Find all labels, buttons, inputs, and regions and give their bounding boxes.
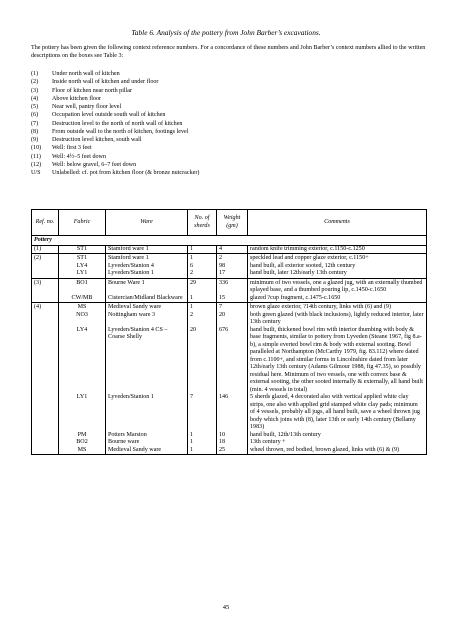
table-title: Table 6. Analysis of the pottery from John Barber’s excavations.: [131, 28, 321, 37]
context-description: Well: first 3 feet: [52, 145, 92, 152]
weight-cell: 146: [217, 394, 248, 432]
fabric-cell: CW/MB: [59, 295, 106, 303]
context-number: (11): [31, 153, 41, 160]
ref-cell: [32, 270, 59, 278]
fabric-cell: LY4: [59, 263, 106, 271]
context-item: [31, 153, 199, 161]
ware-cell: Nottingham ware 3: [106, 312, 188, 327]
context-description: Above kitchen floor: [52, 95, 102, 102]
ware-cell: Lyveden/Stanion 4 CS – Coarse Shelly: [106, 327, 188, 395]
weight-cell: 18: [217, 439, 248, 447]
table-row: [32, 263, 427, 271]
context-number: (1): [31, 71, 39, 77]
fabric-cell: LY1: [59, 394, 106, 432]
comments-cell: brown glaze exterior, ?14th century, links with (6) and (9): [248, 303, 427, 312]
table-row: [32, 303, 427, 312]
ref-cell: [32, 447, 59, 455]
table-body: [32, 236, 427, 455]
weight-cell: 676: [217, 327, 248, 395]
comments-cell: random knife trimming exterior, c.1150-c.1250: [248, 245, 427, 254]
context-description: Well: 4½–5 feet down: [52, 153, 107, 160]
ref-cell: [32, 327, 59, 395]
fabric-cell: BO1: [59, 278, 106, 295]
weight-cell: 98: [217, 263, 248, 271]
sherds-cell: 20: [188, 327, 217, 395]
table-row: [32, 447, 427, 455]
context-number: (9): [31, 137, 39, 143]
fabric-cell: BO2: [59, 439, 106, 447]
comments-cell: wheel thrown, red bodied, brown glazed, links with (6) & (9): [248, 447, 427, 455]
comments-cell: minimum of two vessels, one a glazed jug, with an externally thumbed splayed base, and a thumbed pouring lip, c.1450-c.1650: [248, 278, 427, 295]
intro-paragraph: The pottery has been given the following context reference numbers. For a concordance of these numbers and John Barber’s context numbers allied to the written descriptions on the boxes see Table 3:: [31, 45, 426, 60]
context-list: [31, 70, 199, 177]
table-row: [32, 432, 427, 440]
table-row: [32, 278, 427, 295]
ref-cell: (2): [32, 254, 59, 263]
context-number: (5): [31, 104, 39, 110]
weight-cell: 336: [217, 278, 248, 295]
fabric-cell: LY1: [59, 270, 106, 278]
comments-cell: speckled lead and copper glaze exterior, c.1150+: [248, 254, 427, 263]
context-number: (7): [31, 120, 39, 127]
comments-cell: glazed ?cup fragment, c.1475-c.1650: [248, 295, 427, 303]
context-description: Occupation level outside south wall of kitchen: [52, 112, 166, 119]
context-item: [31, 78, 199, 86]
context-item: [31, 144, 199, 152]
context-number: (8): [31, 128, 39, 135]
sherds-cell: 1: [188, 432, 217, 440]
ware-cell: Stamford ware 1: [106, 245, 188, 254]
header-comments: Comments: [248, 210, 427, 236]
header-ref: Ref. no.: [32, 210, 59, 236]
ware-cell: Medieval Sandy ware: [106, 303, 188, 312]
context-description: Unlabelled: cf. pot from kitchen floor (& bronze nutcracker): [52, 170, 200, 176]
context-number: (3): [31, 87, 39, 94]
sherds-cell: 29: [188, 278, 217, 295]
header-weight: Weight (gm): [217, 210, 248, 236]
fabric-cell: NO3: [59, 312, 106, 327]
weight-cell: 15: [217, 295, 248, 303]
context-item: [31, 95, 199, 103]
weight-cell: 17: [217, 270, 248, 278]
comments-cell: hand built, all exterior sooted, 12th century: [248, 263, 427, 271]
fabric-cell: PM: [59, 432, 106, 440]
header-sherds: No. of sherds: [188, 210, 217, 236]
weight-cell: 25: [217, 447, 248, 455]
section-row: [32, 236, 427, 246]
context-item: [31, 120, 199, 128]
table-row: [32, 394, 427, 432]
sherds-cell: 1: [188, 303, 217, 312]
table-row: [32, 295, 427, 303]
ware-cell: Potters Marston: [106, 432, 188, 440]
ware-cell: Lyveden/Stanion 1: [106, 270, 188, 278]
ref-cell: [32, 394, 59, 432]
table-header-row: [32, 210, 427, 236]
sherds-cell: 1: [188, 447, 217, 455]
sherds-cell: 1: [188, 254, 217, 263]
context-number: (6): [31, 112, 39, 119]
context-description: Floor of kitchen near north pillar: [52, 87, 133, 94]
context-description: Destruction level kitchen, south wall: [52, 137, 142, 143]
ref-cell: (4): [32, 303, 59, 312]
context-item: [31, 87, 199, 95]
weight-cell: 10: [217, 432, 248, 440]
context-number: (2): [31, 79, 39, 86]
context-item: [31, 161, 199, 169]
ref-cell: [32, 263, 59, 271]
ware-cell: Stamford ware 1: [106, 254, 188, 263]
sherds-cell: 1: [188, 439, 217, 447]
fabric-cell: ST1: [59, 245, 106, 254]
context-description: Destruction level to the north of north wall of kitchen: [52, 120, 183, 127]
context-number: U/S: [31, 170, 41, 176]
ware-cell: Bourne ware: [106, 439, 188, 447]
fabric-cell: MS: [59, 303, 106, 312]
weight-cell: 20: [217, 312, 248, 327]
weight-cell: 7: [217, 303, 248, 312]
table-row: [32, 312, 427, 327]
context-description: Inside north wall of kitchen and under floor: [52, 79, 159, 86]
sherds-cell: 7: [188, 394, 217, 432]
context-item: [31, 136, 199, 144]
table-row: [32, 245, 427, 254]
comments-cell: both green glazed (with black inclusions), lightly reduced interior, later 13th century: [248, 312, 427, 327]
comments-cell: 13th century +: [248, 439, 427, 447]
comments-cell: hand built, thickened bowl rim with interior thumbing with body & base fragments, similar to pottery from Lyveden (Steane 1967, fig 8.a-b), a simple everted bowl rim & body with external sooting. Bowl paralleled at Northampton (McCarthy 1979, fig. 83.112) where dated from c.1100+, and similar forms in Lincolnshire dated from later 12th/early 13th century (Adams Gilmour 1988, fig 47.35), so possibly residual here. Minimum of two vessels, one with convex base & external sooting, the other sooted internally & externally, all hand built (min. 4 vessels in total): [248, 327, 427, 395]
context-description: Under north wall of kitchen: [52, 71, 120, 77]
fabric-cell: MS: [59, 447, 106, 455]
ware-cell: Medieval Sandy ware: [106, 447, 188, 455]
context-item: [31, 70, 199, 78]
context-item: [31, 111, 199, 119]
ref-cell: (3): [32, 278, 59, 295]
weight-cell: 4: [217, 245, 248, 254]
ware-cell: Lyveden/Stanion 1: [106, 394, 188, 432]
section-label: Pottery: [32, 236, 427, 246]
comments-cell: hand built, later 12th/early 13th century: [248, 270, 427, 278]
table-row: [32, 327, 427, 395]
ref-cell: [32, 312, 59, 327]
fabric-cell: ST1: [59, 254, 106, 263]
fabric-cell: LY4: [59, 327, 106, 395]
context-description: From outside wall to the north of kitchen, footings level: [52, 128, 189, 135]
table-row: [32, 254, 427, 263]
header-ware: Ware: [106, 210, 188, 236]
sherds-cell: 2: [188, 312, 217, 327]
context-item: [31, 169, 199, 177]
table-row: [32, 439, 427, 447]
context-item: [31, 103, 199, 111]
context-description: Well: below gravel, 6–7 feet down: [52, 161, 137, 168]
sherds-cell: 6: [188, 263, 217, 271]
ware-cell: Cistercian/Midland Blackware: [106, 295, 188, 303]
sherds-cell: 2: [188, 270, 217, 278]
ware-cell: Bourne Ware 1: [106, 278, 188, 295]
ref-cell: [32, 295, 59, 303]
sherds-cell: 1: [188, 245, 217, 254]
sherds-cell: 1: [188, 295, 217, 303]
context-item: [31, 128, 199, 136]
context-description: Near well, pantry floor level: [52, 104, 122, 110]
ref-cell: [32, 432, 59, 440]
context-number: (10): [31, 145, 42, 152]
page-number: 45: [222, 604, 230, 611]
comments-cell: 5 sherds glazed, 4 decorated also with vertical applied white clay strips, one also with applied grid stamped white clay pads; minimum of 4 vessels, probably all jugs, all hand built, save a wheel thrown jug body which joins with (8), later 13th or early 14th century (Bellamy 1983): [248, 394, 427, 432]
pottery-table: [31, 209, 427, 455]
ref-cell: (1): [32, 245, 59, 254]
header-fabric: Fabric: [59, 210, 106, 236]
context-number: (12): [31, 161, 42, 168]
context-number: (4): [31, 95, 39, 102]
weight-cell: 2: [217, 254, 248, 263]
comments-cell: hand built, 12th/13th century: [248, 432, 427, 440]
ware-cell: Lyveden/Stanion 4: [106, 263, 188, 271]
ref-cell: [32, 439, 59, 447]
table-row: [32, 270, 427, 278]
